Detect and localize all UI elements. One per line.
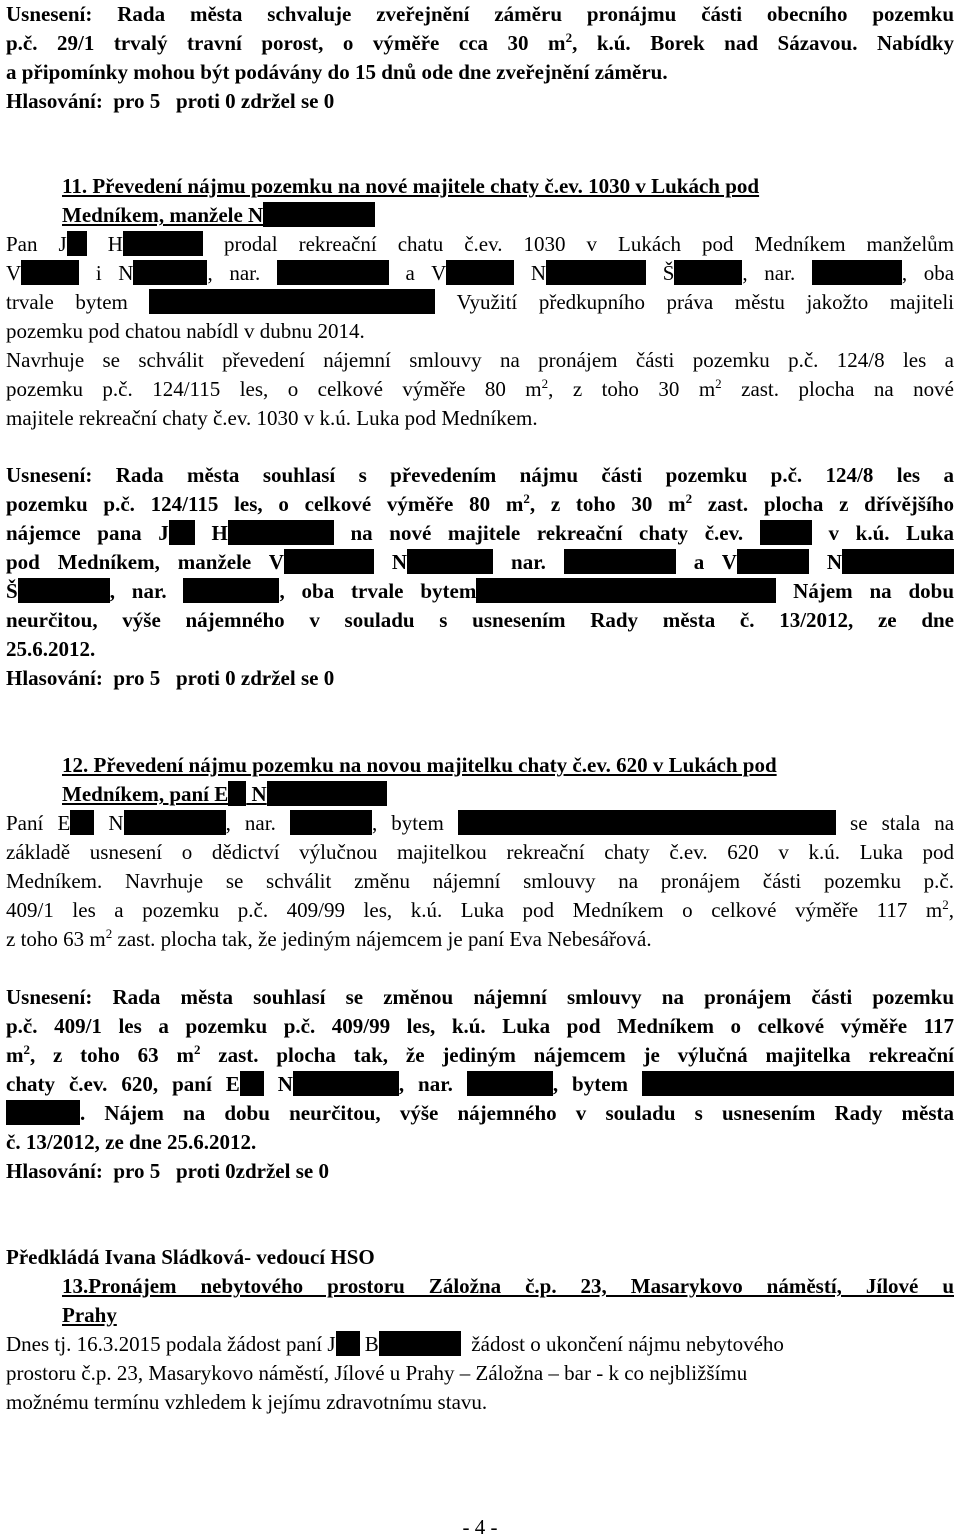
item-heading: 11. Převedení nájmu pozemku na nové majitele chaty č.ev. 1030 v Lukách pod [62,174,760,198]
resolution-line: neurčitou, výše nájemného v souladu s usnesením Rady města č. 13/2012, ze dne [6,608,954,632]
resolution-line: Š , nar. , oba trvale bytem Nájem na dobu [6,579,955,603]
redaction-box [564,549,676,574]
redaction-box [674,260,742,285]
redaction-box [123,231,203,256]
resolution-line: p.č. 29/1 trvalý travní porost, o výměře cca 30 $m^2$, k.ú. Borek nad Sázavou. Nabídky [6,30,955,55]
redaction-box [228,520,334,545]
paragraph-line: Navrhuje se schválit převedení nájemní smlouvy na pronájem části pozemku p.č. 124/8 les a [6,348,954,372]
redaction-box [642,1071,954,1096]
resolution-line: Usnesení: Rada města schvaluje zveřejnění záměru pronájmu části obecního pozemku [6,2,954,26]
presenter-line: Předkládá Ivana Sládková- vedoucí HSO [6,1245,375,1269]
paragraph-line: prostoru č.p. 23, Masarykovo náměstí, Jílové u Prahy – Záložna – bar - k co nejbližšímu [6,1361,748,1385]
redaction-box [240,1071,264,1096]
redaction-box [842,549,954,574]
item-heading: 13.Pronájem nebytového prostoru Záložna č.p. 23, Masarykovo náměstí, Jílové u [62,1274,954,1298]
redaction-box [228,781,246,806]
paragraph-line: majitele rekreační chaty č.ev. 1030 v k.ú. Luka pod Medníkem. [6,406,538,430]
redaction-box [277,260,389,285]
item-heading: Medníkem, paní E N [62,780,954,809]
paragraph-line: Paní E N , nar. , bytem se stala na [6,811,955,835]
resolution-line: p.č. 409/1 les a pozemku p.č. 409/99 les, k.ú. Luka pod Medníkem o celkové výměře 117 [6,1014,954,1038]
resolution-line: . Nájem na dobu neurčitou, výše nájemného v souladu s usnesením Rady města [6,1099,954,1128]
redaction-box [267,781,387,806]
paragraph-line: Pan J H prodal rekreační chatu č.ev. 1030 v Lukách pod Medníkem manželům [6,232,955,256]
item-heading: Prahy [62,1303,117,1327]
redaction-box [124,810,226,835]
redaction-box [67,231,87,256]
resolution-line: $m^2$, z toho 63 $m^2$ zast. plocha tak, že jediným nájemcem je výlučná majitelka rekreační [6,1042,954,1067]
paragraph-line: možnému termínu vzhledem k jejímu zdravotnímu stavu. [6,1390,488,1414]
redaction-box [458,810,836,835]
item-heading: 12. Převedení nájmu pozemku na novou majitelku chaty č.ev. 620 v Lukách pod [62,753,777,777]
paragraph-line: trvale bytem Využití předkupního práva městu jakožto majiteli [6,290,954,314]
paragraph-line: z toho 63 $m^2$ zast. plocha tak, že jediným nájemcem je paní Eva Nebesářová. [6,926,652,951]
page-number: - 4 - [462,1515,498,1539]
resolution-line: nájemce pana J H na nové majitele rekreační chaty č.ev. v k.ú. Luka [6,521,955,545]
resolution-line: č. 13/2012, ze dne 25.6.2012. [6,1130,257,1154]
paragraph-line: základě usnesení o dědictví výlučnou majitelkou rekreační chaty č.ev. 620 v k.ú. Luka pod [6,840,954,864]
redaction-box [336,1331,360,1356]
paragraph-line: pozemku p.č. 124/115 les, o celkové výměře 80 $m^2$, z toho 30 $m^2$ zast. plocha na nové [6,376,954,401]
vote-line: Hlasování: pro 5 proti 0zdržel se 0 [6,1159,329,1183]
resolution-line: pozemku p.č. 124/115 les, o celkové výměře 80 $m^2$, z toho 30 $m^2$ zast. plocha z dřívějšího [6,491,954,516]
redaction-box [379,1331,461,1356]
paragraph-line: Dnes tj. 16.3.2015 podala žádost paní J B žádost o ukončení nájmu nebytového [6,1332,784,1356]
vote-line: Hlasování: pro 5 proti 0 zdržel se 0 [6,666,335,690]
redaction-box [760,520,812,545]
redaction-box [812,260,902,285]
paragraph-line: Medníkem. Navrhuje se schválit změnu nájemní smlouvy na pronájem části pozemku p.č. [6,869,954,893]
redaction-box [263,202,375,227]
resolution-line: chaty č.ev. 620, paní E N , nar. , bytem [6,1070,954,1099]
redaction-box [18,578,110,603]
redaction-box [546,260,646,285]
resolution-line: pod Medníkem, manžele V N nar. a V N [6,548,954,577]
redaction-box [21,260,79,285]
redaction-box [407,549,493,574]
redaction-box [467,1071,553,1096]
redaction-box [737,549,809,574]
redaction-box [149,289,435,314]
paragraph-line: V i N , nar. a V N Š , nar. , oba [6,261,955,285]
vote-line: Hlasování: pro 5 proti 0 zdržel se 0 [6,89,335,113]
paragraph-line: 409/1 les a pozemku p.č. 409/99 les, k.ú. Luka pod Medníkem o celkové výměře 117 $m^2$, [6,897,954,922]
redaction-box [284,549,374,574]
resolution-line: Usnesení: Rada města souhlasí se změnou nájemní smlouvy na pronájem části pozemku [6,985,954,1009]
redaction-box [70,810,94,835]
resolution-line: a připomínky mohou být podávány do 15 dnů ode dne zveřejnění záměru. [6,60,668,84]
resolution-line: Usnesení: Rada města souhlasí s převedením nájmu části pozemku p.č. 124/8 les a [6,463,954,487]
redaction-box [446,260,514,285]
redaction-box [6,1100,80,1125]
redaction-box [169,520,195,545]
redaction-box [290,810,372,835]
redaction-box [183,578,279,603]
redaction-box [293,1071,399,1096]
resolution-line: 25.6.2012. [6,637,96,661]
redaction-box [133,260,207,285]
redaction-box [476,578,776,603]
item-heading: Medníkem, manžele N [62,201,954,230]
paragraph-line: pozemku pod chatou nabídl v dubnu 2014. [6,319,365,343]
